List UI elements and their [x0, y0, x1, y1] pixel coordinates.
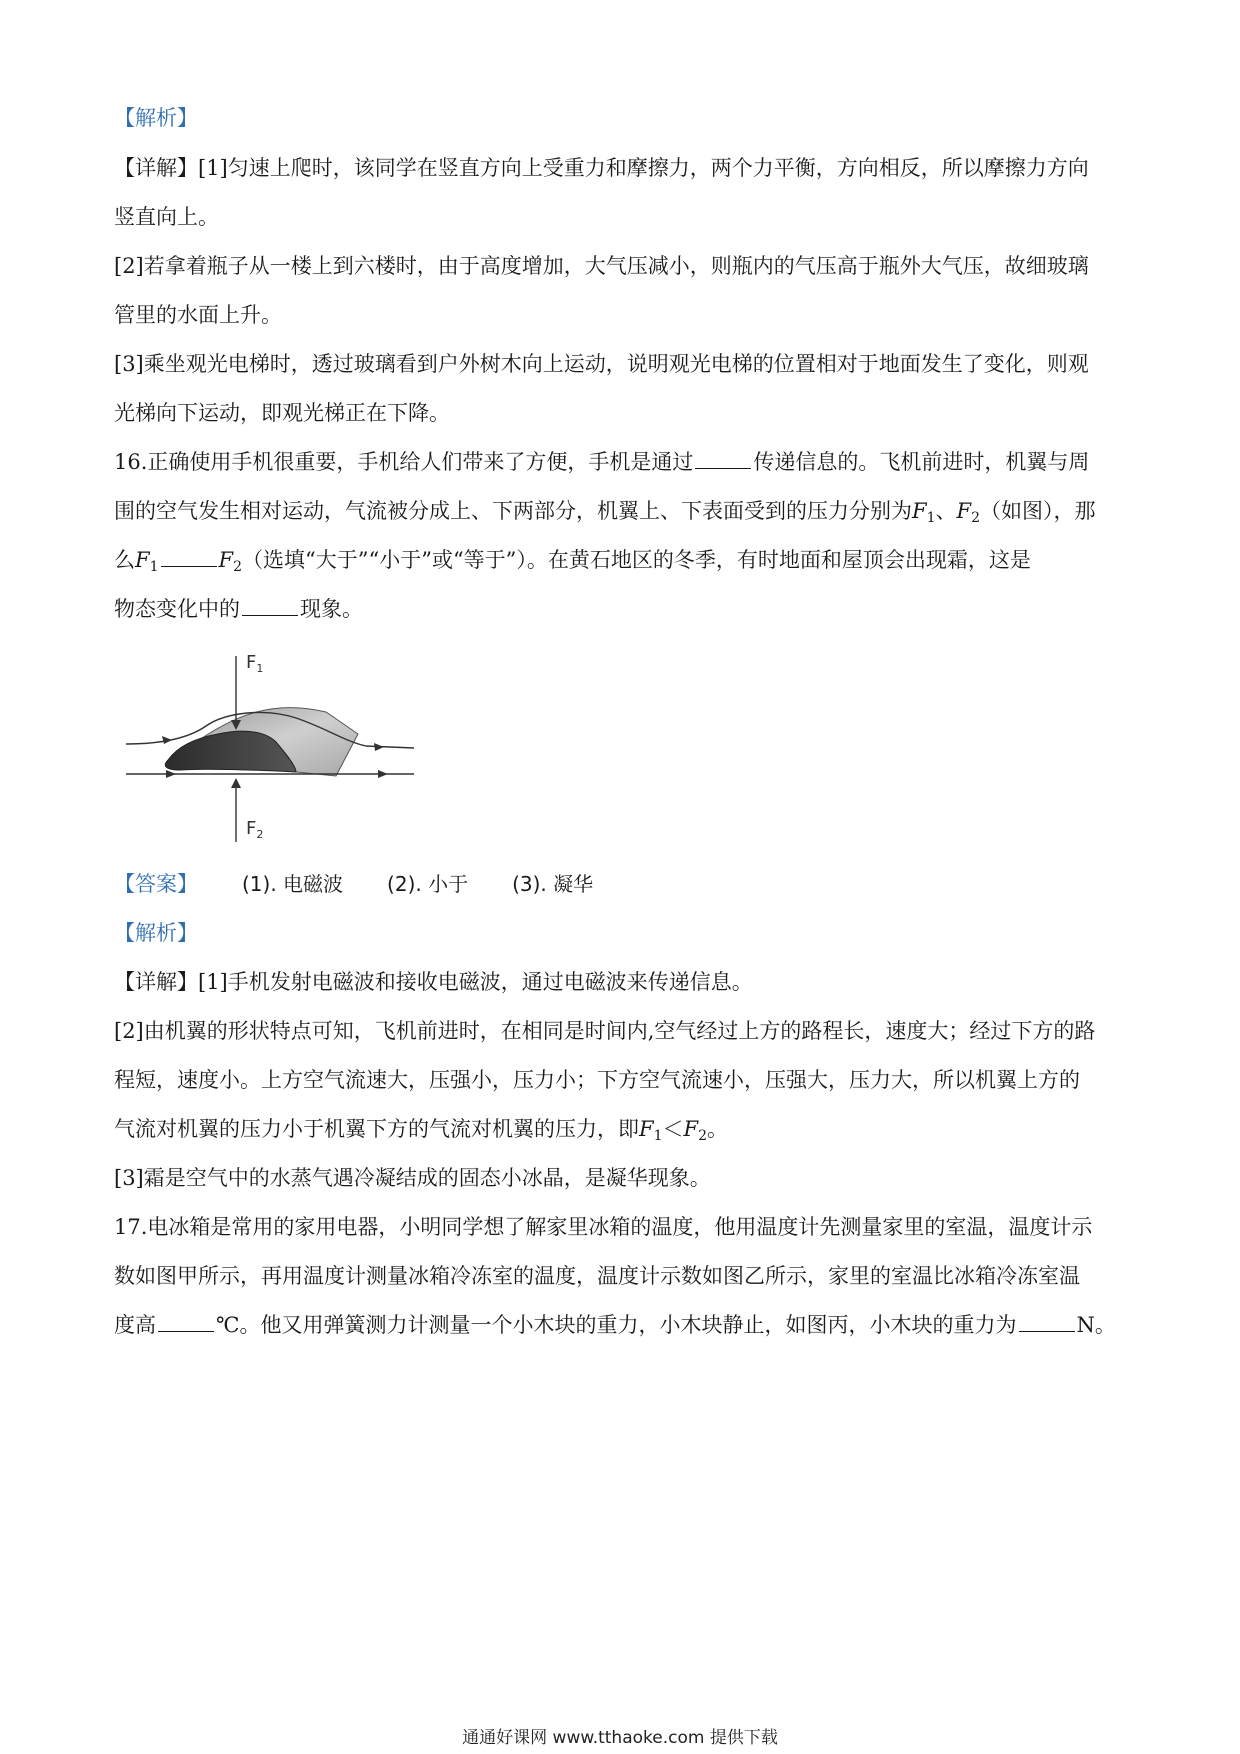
detail-para-3-line-1: [3]乘坐观光电梯时，透过玻璃看到户外树木向上运动，说明观光电梯的位置相对于地面发生了变化，则观 [114, 352, 1089, 376]
answer-blank-5 [1019, 1313, 1075, 1332]
detail-para-1-line-1: 【详解】[1]匀速上爬时，该同学在竖直方向上受重力和摩擦力，两个力平衡，方向相反，所以摩擦力方向 [114, 156, 1089, 180]
airfoil-figure [126, 652, 416, 848]
answer-item-2: (2). 小于 [387, 872, 469, 896]
question-17-line-3: 度高 ℃。他又用弹簧测力计测量一个小木块的重力，小木块静止，如图丙，小木块的重力为 N。 [114, 1313, 1116, 1337]
detail-tag: 【详解】 [114, 970, 198, 994]
question-16-line-4: 物态变化中的 现象。 [114, 597, 363, 621]
force-f2-label: $F_2$ [246, 818, 264, 841]
detail-para-2-line-2: 管里的水面上升。 [114, 303, 282, 327]
answer-blank-3 [242, 597, 298, 616]
answer-row [114, 870, 593, 898]
analysis-tag: 【解析】 [114, 921, 198, 945]
analysis-tag: 【解析】 [114, 106, 198, 130]
analysis-heading-2 [114, 919, 1134, 947]
question-16-line-1: 16.正确使用手机很重要，手机给人们带来了方便，手机是通过 传递信息的。飞机前进时，机翼与周 [114, 450, 1090, 474]
detail-para-5-line-3: 气流对机翼的压力小于机翼下方的气流对机翼的压力，即$F_1<F_2$。 [114, 1117, 728, 1144]
answer-item-3: (3). 凝华 [512, 872, 594, 896]
answer-item-1: (1). 电磁波 [242, 872, 344, 896]
airfoil-diagram [126, 652, 416, 848]
question-16-line-3: 么$F_1$ $F_2$（选填“大于”“小于”或“等于”）。在黄石地区的冬季，有时地面和屋顶会出现霜，这是 [114, 548, 1031, 575]
answer-tag: 【答案】 [114, 872, 198, 896]
lower-airflow-arrow-left [166, 770, 176, 778]
question-17-line-1: 17.电冰箱是常用的家用电器，小明同学想了解家里冰箱的温度，他用温度计先测量家里的室温，温度计示 [114, 1215, 1093, 1239]
detail-para-5-line-1: [2]由机翼的形状特点可知，飞机前进时，在相同是时间内,空气经过上方的路程长，速度大；经过下方的路 [114, 1019, 1096, 1043]
detail-para-6-line-1: [3]霜是空气中的水蒸气遇冷凝结成的固态小冰晶，是凝华现象。 [114, 1166, 711, 1190]
answer-blank-2 [161, 548, 217, 567]
question-17-line-2: 数如图甲所示，再用温度计测量冰箱冷冻室的温度，温度计示数如图乙所示，家里的室温比冰箱冷冻室温 [114, 1264, 1080, 1288]
answer-blank-1 [695, 450, 751, 469]
force-f1-label: $F_1$ [246, 652, 264, 675]
upper-airflow-arrow-right [374, 743, 384, 751]
answer-blank-4 [158, 1313, 214, 1332]
detail-para-2-line-1: [2]若拿着瓶子从一楼上到六楼时，由于高度增加，大气压减小，则瓶内的气压高于瓶外大气压，故细玻璃 [114, 254, 1089, 278]
force-f2-arrowhead [231, 778, 241, 788]
analysis-heading-1 [114, 104, 1134, 132]
detail-tag: 【详解】 [114, 156, 198, 180]
detail-para-4-line-1: 【详解】[1]手机发射电磁波和接收电磁波，通过电磁波来传递信息。 [114, 970, 753, 994]
page-footer: 通通好课网 www.tthaoke.com 提供下载 [462, 1728, 778, 1748]
detail-para-5-line-2: 程短，速度小。上方空气流速大，压强小，压力小；下方空气流速小，压强大，压力大，所以机翼上方的 [114, 1068, 1080, 1092]
detail-para-1-line-2: 竖直向上。 [114, 205, 219, 229]
detail-para-3-line-2: 光梯向下运动，即观光梯正在下降。 [114, 401, 450, 425]
question-16-line-2: 围的空气发生相对运动，气流被分成上、下两部分，机翼上、下表面受到的压力分别为$F_1$、$F_2$（如图），那 [114, 499, 1096, 526]
lower-airflow-arrow-right [378, 770, 388, 778]
upper-airflow-arrow-left [162, 736, 172, 744]
